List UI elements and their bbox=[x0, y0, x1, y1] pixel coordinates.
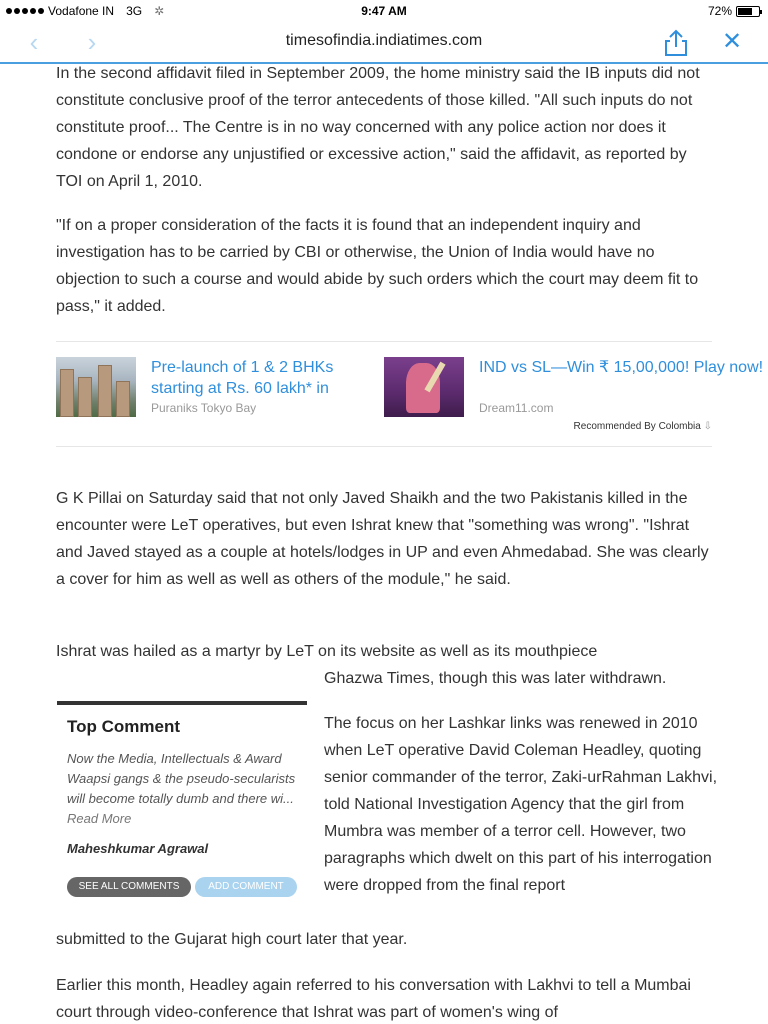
loading-spinner-icon: ✲ bbox=[154, 4, 165, 18]
see-all-comments-button[interactable]: SEE ALL COMMENTS bbox=[67, 877, 191, 897]
recommendation-item[interactable] bbox=[384, 357, 764, 419]
browser-nav-bar bbox=[0, 22, 768, 64]
colombia-logo-icon: ⇩ bbox=[703, 421, 712, 432]
url-display[interactable]: timesofindia.indiatimes.com bbox=[285, 32, 483, 49]
battery-level bbox=[738, 8, 752, 15]
recommendation-source: Puraniks Tokyo Bay bbox=[151, 401, 257, 415]
top-comment-text bbox=[67, 749, 305, 829]
article-paragraph-continued: submitted to the Gujarat high court later that year. bbox=[56, 931, 408, 948]
recommendation-source: Dream11.com bbox=[479, 401, 554, 415]
article-paragraph: Earlier this month, Headley again referred to his conversation with Lakhvi to tell a Mumbai court through video-conference that Ishrat was part of women's wing of bbox=[56, 977, 691, 1021]
article-paragraph: In the second affidavit filed in September 2009, the home ministry said the IB inputs did not constitute conclusive proof of the terror antecedents of those killed. "All such inputs do not constitute proof... The Centre is in no way concerned with any police action nor does it condone or endorse any unjustified or excessive action," said the affidavit, as reported by TOI on April 1, 2010. bbox=[56, 65, 700, 190]
back-icon[interactable]: ‹ bbox=[29, 27, 39, 57]
top-comment-box bbox=[57, 701, 307, 896]
forward-icon[interactable]: › bbox=[87, 27, 97, 57]
recommendations-block bbox=[56, 341, 764, 447]
recommendation-title[interactable]: IND vs SL—Win ₹ 15,00,000! Play now! bbox=[479, 359, 764, 376]
recommendation-title[interactable]: Pre-launch of 1 & 2 BHKs starting at Rs. 60 lakh* in bbox=[151, 359, 334, 397]
credit-label: Recommended By Colombia bbox=[573, 421, 701, 432]
article-paragraph: Ishrat was hailed as a martyr by LeT on its website as well as its mouthpiece bbox=[56, 643, 598, 660]
status-bar bbox=[0, 0, 768, 22]
top-comment-heading: Top Comment bbox=[67, 717, 181, 736]
recommended-by-credit[interactable] bbox=[574, 421, 712, 432]
article-paragraph: The focus on her Lashkar links was renewed in 2010 when LeT operative David Coleman Headley, quoting senior commander of the terror, Zaki-urRahman Lakhvi, told National Investigation Agency that the girl from Mumbra was member of a terror cell. However, two paragraphs which dwelt on this part of his interrogation were dropped from the final report bbox=[324, 715, 718, 894]
status-time: 9:47 AM bbox=[361, 4, 407, 18]
article-paragraph-continued: Ghazwa Times, though this was later withdrawn. bbox=[324, 670, 667, 687]
article-paragraph: G K Pillai on Saturday said that not only Javed Shaikh and the two Pakistanis killed in the encounter were LeT operatives, but even Ishrat knew that "something was wrong". "Ishrat and Javed stayed as a couple at hotels/lodges in UP and even Ahmedabad. She was clearly a cover for him as well as well as others of the module," he said. bbox=[56, 490, 709, 588]
comment-author[interactable]: Maheshkumar Agrawal bbox=[67, 841, 209, 856]
recommendation-thumbnail[interactable] bbox=[56, 357, 136, 417]
read-more-link[interactable]: Read More bbox=[67, 811, 132, 826]
network-type: 3G bbox=[126, 4, 143, 18]
share-icon[interactable] bbox=[660, 28, 692, 58]
article-paragraph: "If on a proper consideration of the facts it is found that an independent inquiry and investigation has to be carried by CBI or otherwise, the Union of India would have no objection to such a course and would abide by such orders which the court may deem fit to pass," it added. bbox=[56, 217, 699, 315]
recommendation-item[interactable] bbox=[56, 357, 356, 419]
close-icon[interactable]: ✕ bbox=[721, 28, 743, 55]
status-right bbox=[708, 4, 760, 18]
add-comment-button[interactable]: ADD COMMENT bbox=[195, 877, 297, 897]
recommendation-thumbnail[interactable] bbox=[384, 357, 464, 417]
battery-icon bbox=[736, 6, 760, 17]
comment-body: Now the Media, Intellectuals & Award Waapsi gangs & the pseudo-secularists will become totally dumb and there wi... bbox=[67, 751, 296, 806]
battery-percent: 72% bbox=[707, 4, 732, 18]
carrier-name: Vodafone IN bbox=[48, 4, 115, 18]
